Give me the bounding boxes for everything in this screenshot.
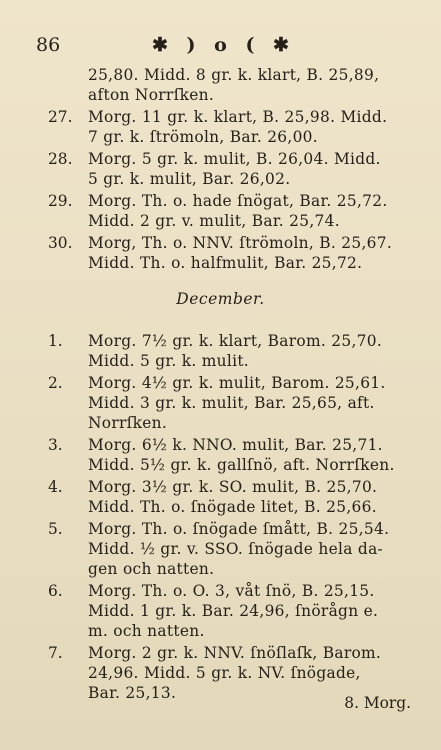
entry-line: Bar. 25,13. [88,684,177,702]
entry-number: 5. [48,520,63,538]
entry-line: afton Norrſken. [88,86,215,104]
entry-line: Morg. 3½ gr. k. SO. mulit, B. 25,70. [88,478,378,496]
entry-line: Midd. Th. o. ſnögade litet, B. 25,66. [88,498,377,516]
entry-line: Midd. 5 gr. k. mulit. [88,352,249,370]
entry-number: 27. [48,108,73,126]
entry-number: 4. [48,478,63,496]
entry-number: 29. [48,192,73,210]
entry-line: Midd. ½ gr. v. SSO. ſnögade hela da- [88,540,384,558]
entry-line: Morg, Th. o. NNV. ſtrömoln, B. 25,67. [88,234,393,252]
entry-line: 24,96. Midd. 5 gr. k. NV. ſnögade, [88,664,361,682]
entry-number: 30. [48,234,73,252]
page-number: 86 [36,34,61,56]
entry-line: 25,80. Midd. 8 gr. k. klart, B. 25,89, [88,66,380,84]
entry-line: Norrſken. [88,414,168,432]
entry-number: 28. [48,150,73,168]
entry-line: Midd. 1 gr. k. Bar. 24,96, ſnörågn e. [88,602,379,620]
entry-number: 3. [48,436,63,454]
entry-line: Morg. 5 gr. k. mulit, B. 26,04. Midd. [88,150,381,168]
month-heading: December. [176,290,265,308]
entry-line: 7 gr. k. ſtrömoln, Bar. 26,00. [88,128,318,146]
entry-line: Morg. 6½ k. NNO. mulit, Bar. 25,71. [88,436,383,454]
entry-number: 1. [48,332,63,350]
entry-line: Morg. 7½ gr. k. klart, Barom. 25,70. [88,332,383,350]
entry-line: Morg. 11 gr. k. klart, B. 25,98. Midd. [88,108,388,126]
header-ornament: ✱ ) o ( ✱ [152,34,295,56]
entry-line: m. och natten. [88,622,205,640]
entry-number: 2. [48,374,63,392]
entry-line: Midd. 2 gr. v. mulit, Bar. 25,74. [88,212,340,230]
entry-line: Morg. Th. o. hade ſnögat, Bar. 25,72. [88,192,388,210]
entry-number: 6. [48,582,63,600]
entry-line: gen och natten. [88,560,215,578]
entry-line: Morg. 4½ gr. k. mulit, Barom. 25,61. [88,374,386,392]
entry-line: Midd. Th. o. halfmulit, Bar. 25,72. [88,254,363,272]
entry-line: 5 gr. k. mulit, Bar. 26,02. [88,170,291,188]
catchword: 8. Morg. [344,694,411,712]
entry-number: 7. [48,644,63,662]
entry-line: Midd. 5½ gr. k. gallſnö, aft. Norrſken. [88,456,395,474]
entry-line: Morg. 2 gr. k. NNV. ſnöſlaſk, Barom. [88,644,382,662]
entry-line: Midd. 3 gr. k. mulit, Bar. 25,65, aft. [88,394,375,412]
entry-line: Morg. Th. o. O. 3, våt ſnö, B. 25,15. [88,582,375,600]
entry-line: Morg. Th. o. ſnögade ſmått, B. 25,54. [88,520,390,538]
page-header [36,34,411,58]
